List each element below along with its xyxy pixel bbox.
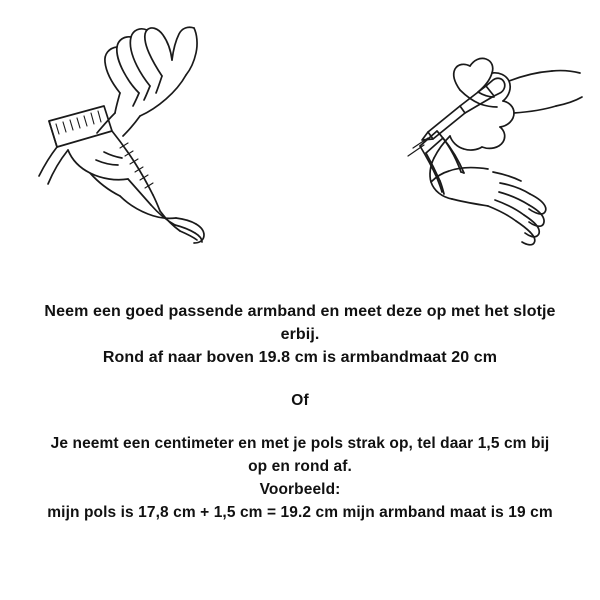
illustration-area <box>0 0 600 290</box>
instruction-line-1b: erbij. <box>280 326 320 343</box>
instruction-example-calculation: mijn pols is 17,8 cm + 1,5 cm = 19.2 cm mijn armband maat is 19 cm <box>47 504 553 521</box>
instruction-line-3b: op en rond af. <box>248 458 352 475</box>
instruction-line-1: Neem een goed passende armband en meet deze op met het slotje <box>44 303 556 320</box>
instruction-or: Of <box>291 392 309 409</box>
instruction-text-block <box>0 300 600 524</box>
instruction-line-3: Je neemt een centimeter en met je pols strak op, tel daar 1,5 cm bij <box>50 435 550 452</box>
instruction-line-2: Rond af naar boven 19.8 cm is armbandmaat 20 cm <box>102 349 498 366</box>
hand-with-measuring-tape-around-wrist-illustration <box>8 0 298 290</box>
instruction-example-label: Voorbeeld: <box>259 481 341 498</box>
hand-with-pen-marking-wrist-illustration <box>300 0 590 290</box>
